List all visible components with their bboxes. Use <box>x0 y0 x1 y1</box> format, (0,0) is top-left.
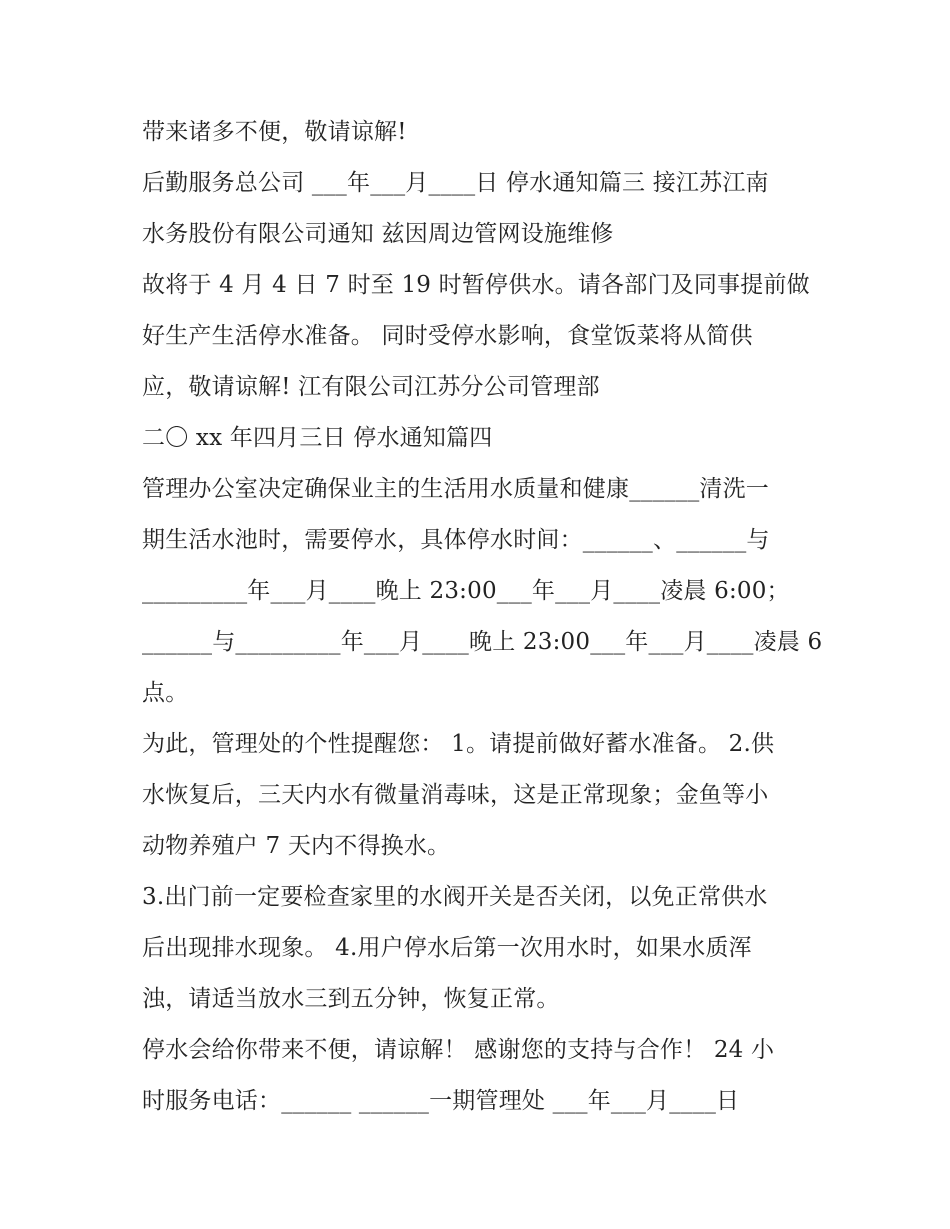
text-line: 好生产生活停水准备。 同时受停水影响，食堂饭菜将从简供 <box>142 323 753 349</box>
text-line: 为此，管理处的个性提醒您： 1。请提前做好蓄水准备。 2.供 <box>142 731 775 757</box>
text-line: 点。 <box>142 680 189 706</box>
text-line: 应，敬请谅解! 江有限公司江苏分公司管理部 <box>142 374 600 400</box>
text-line: 二〇 xx 年四月三日 停水通知篇四 <box>142 425 493 451</box>
text-line: 后勤服务总公司 ___年___月____日 停水通知篇三 接江苏江南 <box>142 170 769 196</box>
text-line: 期生活水池时，需要停水，具体停水时间：______、______与 <box>142 527 770 553</box>
text-line: _________年___月____晚上 23:00___年___月____凌晨 6:00； <box>142 578 790 604</box>
text-line: 带来诸多不便，敬请谅解! <box>142 119 407 145</box>
text-line: 时服务电话：______ ______一期管理处 ___年___月____日 <box>142 1088 740 1114</box>
text-line: 水恢复后，三天内水有微量消毒味，这是正常现象；金鱼等小 <box>142 782 769 808</box>
text-line: 动物养殖户 7 天内不得换水。 <box>142 833 451 859</box>
document-body <box>142 107 822 1127</box>
text-line: 3.出门前一定要检查家里的水阀开关是否关闭，以免正常供水 <box>142 884 768 910</box>
text-line: 停水会给你带来不便，请谅解！ 感谢您的支持与合作！ 24 小 <box>142 1037 775 1063</box>
text-line: 故将于 4 月 4 日 7 时至 19 时暂停供水。请各部门及同事提前做 <box>142 272 810 298</box>
text-line: ______与_________年___月____晚上 23:00___年___月____凌晨 6 <box>142 629 823 655</box>
text-line: 浊，请适当放水三到五分钟，恢复正常。 <box>142 986 560 1012</box>
text-line: 后出现排水现象。 4.用户停水后第一次用水时，如果水质浑 <box>142 935 752 961</box>
text-line: 管理办公室决定确保业主的生活用水质量和健康______清洗一 <box>142 476 769 502</box>
text-line: 水务股份有限公司通知 兹因周边管网设施维修 <box>142 221 614 247</box>
